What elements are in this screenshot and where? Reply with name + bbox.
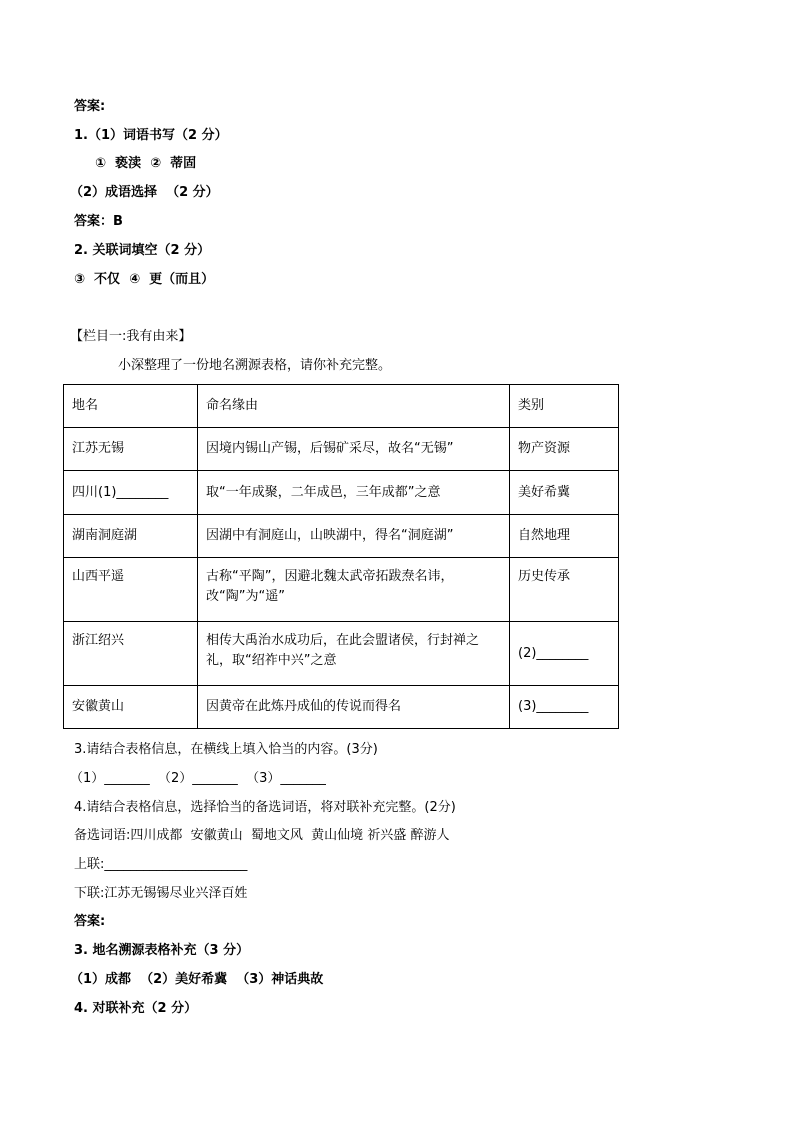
table-header-cell: 命名缘由	[198, 385, 510, 428]
answer-label: 答案:	[74, 99, 106, 114]
place-name-table	[63, 384, 619, 729]
table-cell-reason: 古称“平陶”，因避北魏太武帝拓跋焘名讳，改“陶”为“遥”	[198, 558, 510, 622]
table-cell-place: 四川(1)________	[64, 471, 198, 515]
table-cell-category: (2)________	[510, 622, 619, 686]
question4-options: 备选词语:四川成都 安徽黄山 蜀地文风 黄山仙境 祈兴盛 醉游人	[74, 828, 450, 843]
table-cell-category: 历史传承	[510, 558, 619, 622]
question2-words-answer: ③ 不仅 ④ 更（而且）	[74, 272, 215, 287]
table-header-cell: 类别	[510, 385, 619, 428]
table-cell-place: 浙江绍兴	[64, 622, 198, 686]
question2-heading: 2. 关联词填空（2 分）	[74, 243, 211, 258]
question3-blanks: （1）_______ （2）_______ （3）_______	[70, 771, 326, 786]
question1-words-answer: ① 亵渎 ② 蒂固	[95, 156, 197, 171]
table-row	[64, 686, 619, 729]
section-title: 【栏目一:我有由来】	[70, 329, 192, 344]
question1-part2-heading: （2）成语选择 （2 分）	[70, 185, 219, 200]
question1-heading: 1.（1）词语书写（2 分）	[74, 128, 228, 143]
answer3-detail: （1）成都 （2）美好希冀 （3）神话典故	[70, 972, 324, 987]
table-cell-place: 江苏无锡	[64, 428, 198, 471]
table-cell-category: 自然地理	[510, 515, 619, 558]
table-cell-category: (3)________	[510, 686, 619, 729]
table-row	[64, 622, 619, 686]
table-cell-category: 物产资源	[510, 428, 619, 471]
answer2-label: 答案:	[74, 914, 106, 929]
couplet-upper: 上联:______________________	[74, 857, 248, 872]
answer4-heading: 4. 对联补充（2 分）	[74, 1001, 198, 1016]
table-header-row	[64, 385, 619, 428]
table-row	[64, 471, 619, 515]
answer3-heading: 3. 地名溯源表格补充（3 分）	[74, 943, 250, 958]
table-cell-place: 湖南洞庭湖	[64, 515, 198, 558]
table-cell-category: 美好希冀	[510, 471, 619, 515]
table-cell-reason: 因黄帝在此炼丹成仙的传说而得名	[198, 686, 510, 729]
table-cell-reason: 因境内锡山产锡，后锡矿采尽，故名“无锡”	[198, 428, 510, 471]
table-header-cell: 地名	[64, 385, 198, 428]
question1-part2-answer: 答案：B	[74, 214, 123, 229]
table-row	[64, 428, 619, 471]
question3-text: 3.请结合表格信息，在横线上填入恰当的内容。(3分)	[74, 742, 378, 757]
table-cell-reason: 相传大禹治水成功后，在此会盟诸侯，行封禅之礼，取“绍祚中兴”之意	[198, 622, 510, 686]
table-cell-reason: 因湖中有洞庭山，山映湖中，得名“洞庭湖”	[198, 515, 510, 558]
table-cell-place: 山西平遥	[64, 558, 198, 622]
section-intro: 小深整理了一份地名溯源表格，请你补充完整。	[118, 358, 392, 373]
couplet-lower: 下联:江苏无锡锡尽业兴泽百姓	[74, 886, 248, 901]
table-row	[64, 515, 619, 558]
table-cell-place: 安徽黄山	[64, 686, 198, 729]
question4-text: 4.请结合表格信息，选择恰当的备选词语，将对联补充完整。(2分)	[74, 800, 456, 815]
table-row	[64, 558, 619, 622]
table-cell-reason: 取“一年成聚，二年成邑，三年成都”之意	[198, 471, 510, 515]
